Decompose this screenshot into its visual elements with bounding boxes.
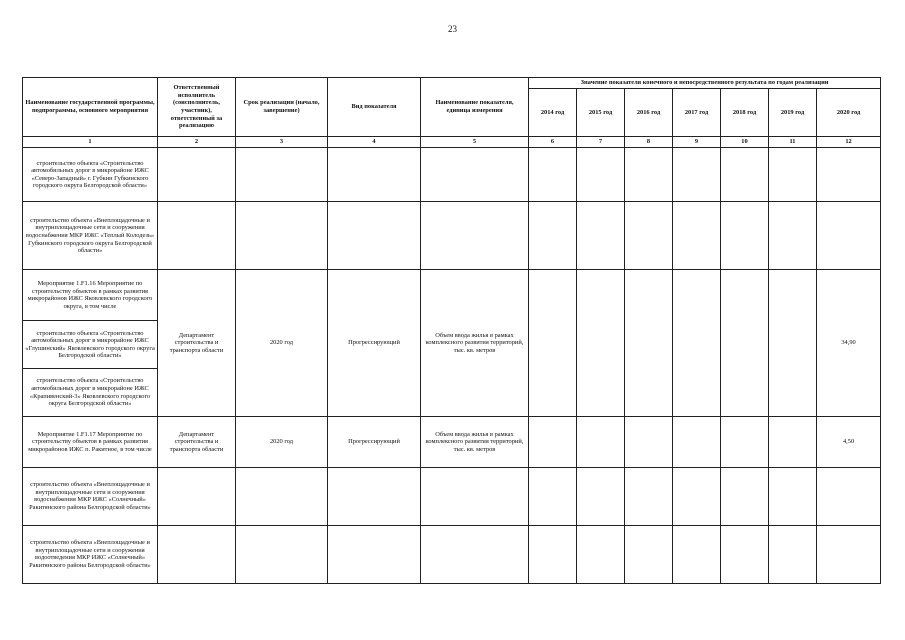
- column-number: 2: [158, 137, 236, 148]
- value-cell: [625, 416, 673, 467]
- value-cell: [529, 467, 577, 525]
- value-cell: [577, 416, 625, 467]
- value-cell: [625, 270, 673, 417]
- header-indicator-name: Наименование показателя, единица измерения: [421, 78, 529, 137]
- term-cell: [236, 467, 328, 525]
- indicator-cell: [421, 467, 529, 525]
- table-row: [23, 148, 881, 202]
- column-number: 9: [673, 137, 721, 148]
- value-cell: [817, 467, 881, 525]
- value-cell: [769, 467, 817, 525]
- value-cell: [721, 202, 769, 270]
- header-indicator-kind: Вид показателя: [328, 78, 421, 137]
- executor-cell: [158, 148, 236, 202]
- program-name-cell: Мероприятие 1.F1.16 Мероприятие по строительству объектов в рамках развития микрорайонов ИЖС Яковлевского городского округа, в том числе: [23, 270, 158, 321]
- column-number: 8: [625, 137, 673, 148]
- term-cell: [236, 148, 328, 202]
- header-year: 2018 год: [721, 89, 769, 137]
- term-cell: 2020 год: [236, 416, 328, 467]
- value-cell: [625, 467, 673, 525]
- value-cell: [625, 202, 673, 270]
- value-cell: [769, 270, 817, 417]
- value-cell: [769, 525, 817, 583]
- value-cell: [673, 202, 721, 270]
- program-name-cell: строительство объекта «Внеплощадочные и внутриплощадочные сети и сооружения водоснабжения МКР ИЖС «Солнечный» Ракитянского района Белгородской области»: [23, 467, 158, 525]
- value-cell: [673, 525, 721, 583]
- kind-cell: [328, 202, 421, 270]
- value-cell: [673, 148, 721, 202]
- executor-cell: [158, 202, 236, 270]
- value-cell: [625, 525, 673, 583]
- header-values-by-year: Значение показателя конечного и непосредственного результата по годам реализации: [529, 78, 881, 89]
- value-2020-cell: 34,90: [817, 270, 881, 417]
- table-row: [23, 525, 881, 583]
- value-cell: [529, 416, 577, 467]
- column-number: 10: [721, 137, 769, 148]
- program-name-cell: строительство объекта «Строительство автомобильных дорог в микрорайоне ИЖС «Северо-Западный» г. Губкин Губкинского городского округа Белгородской области»: [23, 148, 158, 202]
- value-cell: [769, 202, 817, 270]
- term-cell: [236, 525, 328, 583]
- indicator-cell: [421, 202, 529, 270]
- header-year: 2019 год: [769, 89, 817, 137]
- column-number: 6: [529, 137, 577, 148]
- value-cell: [625, 148, 673, 202]
- column-number: 1: [23, 137, 158, 148]
- indicator-cell: [421, 148, 529, 202]
- kind-cell: [328, 467, 421, 525]
- kind-cell: Прогрессирующий: [328, 416, 421, 467]
- value-cell: [577, 270, 625, 417]
- executor-cell: [158, 525, 236, 583]
- value-cell: [721, 525, 769, 583]
- term-cell: [236, 202, 328, 270]
- value-cell: [577, 148, 625, 202]
- indicator-cell: [421, 525, 529, 583]
- value-cell: [577, 525, 625, 583]
- table-row: [23, 202, 881, 270]
- value-cell: [529, 202, 577, 270]
- header-year: 2015 год: [577, 89, 625, 137]
- table-row: [23, 270, 881, 321]
- value-cell: [721, 416, 769, 467]
- table-row: [23, 416, 881, 467]
- column-number: 3: [236, 137, 328, 148]
- executor-cell: Департамент строительства и транспорта области: [158, 270, 236, 417]
- header-year: 2017 год: [673, 89, 721, 137]
- column-numbers-row: [23, 137, 881, 148]
- value-cell: [817, 525, 881, 583]
- value-cell: [673, 467, 721, 525]
- kind-cell: [328, 525, 421, 583]
- column-number: 4: [328, 137, 421, 148]
- indicator-cell: Объем ввода жилья в рамках комплексного развития территорий, тыс. кв. метров: [421, 416, 529, 467]
- page-number: 23: [448, 24, 457, 34]
- program-name-cell: Мероприятие 1.F1.17 Мероприятие по строительству объектов в рамках развития микрорайонов ИЖС п. Ракитное, в том числе: [23, 416, 158, 467]
- value-cell: [769, 416, 817, 467]
- value-cell: [577, 202, 625, 270]
- value-cell: [529, 270, 577, 417]
- header-year: 2016 год: [625, 89, 673, 137]
- header-term: Срок реализации (начало, завершение): [236, 78, 328, 137]
- executor-cell: [158, 467, 236, 525]
- kind-cell: [328, 148, 421, 202]
- value-cell: [721, 467, 769, 525]
- value-cell: [721, 270, 769, 417]
- value-cell: [529, 525, 577, 583]
- value-cell: [673, 270, 721, 417]
- program-name-cell: строительство объекта «Строительство автомобильных дорог в микрорайоне ИЖС «Глушинский» Яковлевского городского округа Белгородской области»: [23, 321, 158, 369]
- program-name-cell: строительство объекта «Строительство автомобильных дорог в микрорайоне ИЖС «Крапивенский-3» Яковлевского городского округа Белгородской области»: [23, 369, 158, 417]
- column-number: 12: [817, 137, 881, 148]
- value-cell: [817, 148, 881, 202]
- term-cell: 2020 год: [236, 270, 328, 417]
- header-executor: Ответственный исполнитель (соисполнитель, участник), ответственный за реализацию: [158, 78, 236, 137]
- table-row: [23, 467, 881, 525]
- value-cell: [577, 467, 625, 525]
- value-cell: [529, 148, 577, 202]
- indicators-table: [22, 77, 881, 584]
- value-cell: [769, 148, 817, 202]
- value-2020-cell: 4,50: [817, 416, 881, 467]
- program-name-cell: строительство объекта «Внеплощадочные и внутриплощадочные сети и сооружения водоотведения МКР ИЖС «Солнечный» Ракитянского района Белгородской области»: [23, 525, 158, 583]
- header-year: 2020 год: [817, 89, 881, 137]
- value-cell: [721, 148, 769, 202]
- value-cell: [817, 202, 881, 270]
- value-cell: [673, 416, 721, 467]
- header-program-name: Наименование государственной программы, подпрограммы, основного мероприятия: [23, 78, 158, 137]
- column-number: 7: [577, 137, 625, 148]
- indicator-cell: Объем ввода жилья в рамках комплексного развития территорий, тыс. кв. метров: [421, 270, 529, 417]
- column-number: 11: [769, 137, 817, 148]
- header-year: 2014 год: [529, 89, 577, 137]
- column-number: 5: [421, 137, 529, 148]
- kind-cell: Прогрессирующий: [328, 270, 421, 417]
- executor-cell: Департамент строительства и транспорта области: [158, 416, 236, 467]
- program-name-cell: строительство объекта «Внеплощадочные и внутриплощадочные сети и сооружения водоснабжения МКР ИЖС «Теплый Колодезь» Губкинского городского округа Белгородской области»: [23, 202, 158, 270]
